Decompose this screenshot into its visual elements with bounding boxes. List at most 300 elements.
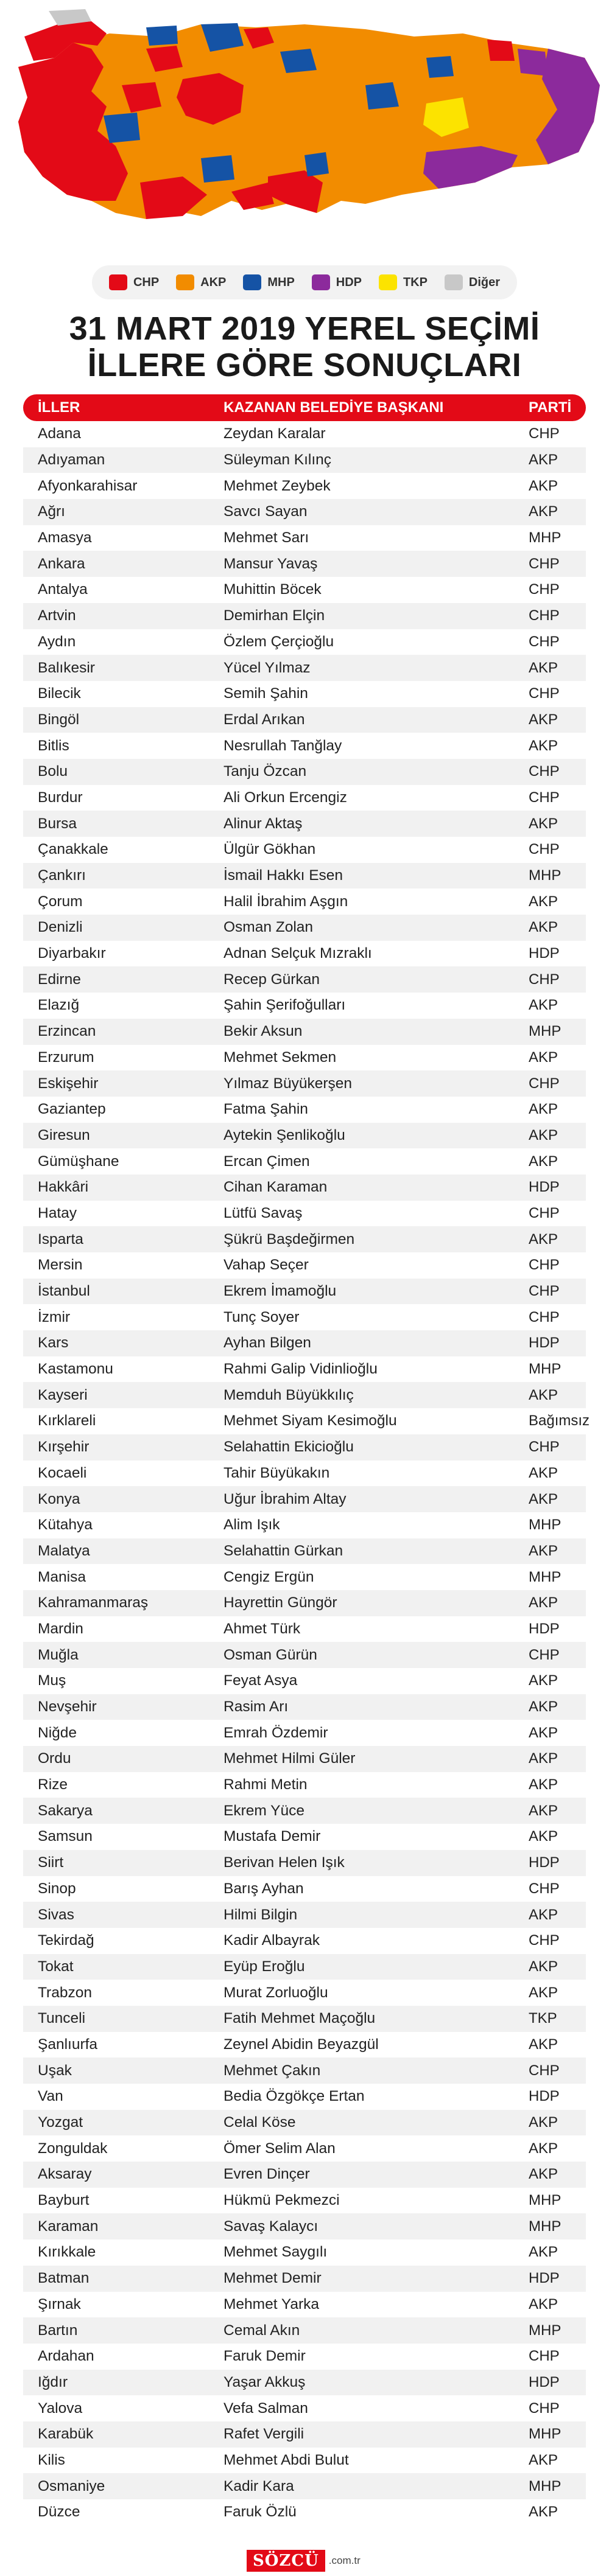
mayor-cell: Mustafa Demir (224, 1828, 321, 1845)
party-cell: HDP (529, 2088, 560, 2105)
province-cell: Artvin (38, 607, 76, 624)
province-cell: Kütahya (38, 1517, 93, 1534)
table-row (23, 1045, 586, 1071)
table-row (23, 473, 586, 499)
mayor-cell: Selahattin Ekicioğlu (224, 1439, 354, 1456)
province-cell: Bartın (38, 2322, 78, 2339)
party-cell: CHP (529, 971, 560, 988)
mayor-cell: Osman Zolan (224, 919, 314, 936)
party-cell: AKP (529, 1126, 558, 1143)
party-cell: CHP (529, 2400, 560, 2417)
turkey-election-map (0, 0, 609, 256)
province-cell: Elazığ (38, 997, 80, 1014)
table-row (23, 915, 586, 941)
province-cell: Burdur (38, 789, 83, 806)
mayor-cell: Mehmet Saygılı (224, 2244, 328, 2261)
legend-swatch (109, 274, 127, 290)
party-cell: AKP (529, 2114, 558, 2131)
region-mhp-4 (201, 155, 234, 183)
table-row (23, 1382, 586, 1408)
table-row (23, 2239, 586, 2266)
province-cell: Ordu (38, 1750, 71, 1767)
mayor-cell: Faruk Demir (224, 2348, 306, 2365)
table-row (23, 1538, 586, 1565)
party-cell: AKP (529, 1698, 558, 1716)
table-row (23, 1512, 586, 1538)
table-row (23, 1279, 586, 1305)
province-cell: Van (38, 2088, 63, 2105)
mayor-cell: Vahap Seçer (224, 1257, 309, 1274)
table-row (23, 1642, 586, 1668)
mayor-cell: Özlem Çerçioğlu (224, 633, 334, 650)
mayor-cell: İsmail Hakkı Esen (224, 867, 343, 884)
mayor-cell: Mehmet Demir (224, 2270, 322, 2287)
province-cell: Sivas (38, 1906, 74, 1923)
party-cell: MHP (529, 1361, 561, 1378)
province-cell: Siirt (38, 1854, 64, 1871)
province-cell: Kırklareli (38, 1412, 96, 1429)
party-cell: CHP (529, 1932, 560, 1949)
table-row (23, 1772, 586, 1798)
mayor-cell: Ekrem İmamoğlu (224, 1283, 337, 1300)
table-row (23, 655, 586, 681)
mayor-cell: Yücel Yılmaz (224, 659, 311, 676)
party-cell: CHP (529, 2062, 560, 2079)
province-cell: Bursa (38, 815, 77, 832)
table-row (23, 2344, 586, 2370)
mayor-cell: Murat Zorluoğlu (224, 1984, 328, 2001)
party-cell: CHP (529, 685, 560, 702)
party-cell: AKP (529, 1101, 558, 1118)
region-chp-artvin (487, 40, 515, 61)
table-body (23, 421, 590, 2525)
mayor-cell: Tahir Büyükakın (224, 1464, 330, 1481)
province-cell: Denizli (38, 919, 83, 936)
mayor-cell: Mehmet Çakın (224, 2062, 321, 2079)
legend-swatch (312, 274, 330, 290)
mayor-cell: Ömer Selim Alan (224, 2140, 336, 2157)
party-legend (92, 265, 517, 299)
province-cell: Kayseri (38, 1386, 88, 1403)
party-cell: AKP (529, 711, 558, 728)
mayor-cell: Savcı Sayan (224, 503, 308, 520)
results-table (23, 394, 590, 2525)
party-cell: AKP (529, 893, 558, 910)
mayor-cell: Rahmi Metin (224, 1776, 308, 1793)
party-cell: AKP (529, 2451, 558, 2468)
table-row (23, 2006, 586, 2032)
table-row (23, 707, 586, 733)
mayor-cell: Alinur Aktaş (224, 815, 303, 832)
mayor-cell: Zeynel Abidin Beyazgül (224, 2036, 379, 2053)
party-cell: HDP (529, 1854, 560, 1871)
table-row (23, 785, 586, 811)
mayor-cell: Muhittin Böcek (224, 581, 322, 598)
province-cell: Gümüşhane (38, 1153, 119, 1170)
party-cell: CHP (529, 1204, 560, 1221)
mayor-cell: Ülgür Gökhan (224, 841, 316, 858)
province-cell: Iğdır (38, 2373, 68, 2390)
mayor-cell: Şükrü Başdeğirmen (224, 1230, 355, 1248)
mayor-cell: Hayrettin Güngör (224, 1594, 337, 1611)
party-cell: MHP (529, 529, 561, 546)
region-mhp-2 (280, 49, 317, 73)
table-row (23, 1148, 586, 1175)
party-cell: AKP (529, 1672, 558, 1689)
party-cell: HDP (529, 945, 560, 962)
table-row (23, 1694, 586, 1720)
table-row (23, 1980, 586, 2006)
party-cell: MHP (529, 1568, 561, 1585)
province-cell: Isparta (38, 1230, 83, 1248)
table-row (23, 2135, 586, 2162)
mayor-cell: Mehmet Yarka (224, 2295, 320, 2312)
party-cell: CHP (529, 633, 560, 650)
mayor-cell: Osman Gürün (224, 1646, 317, 1663)
mayor-cell: Eyüp Eroğlu (224, 1958, 305, 1975)
brand-logo: SÖZCÜ (247, 2550, 325, 2572)
header-mayor: KAZANAN BELEDİYE BAŞKANI (224, 399, 444, 416)
party-cell: CHP (529, 763, 560, 780)
province-cell: Bingöl (38, 711, 80, 728)
legend-item-chp (109, 274, 159, 290)
mayor-cell: Rafet Vergili (224, 2426, 304, 2443)
party-cell: AKP (529, 2140, 558, 2157)
party-cell: CHP (529, 425, 560, 442)
table-row (23, 1123, 586, 1149)
mayor-cell: Ercan Çimen (224, 1153, 310, 1170)
table-row (23, 2213, 586, 2239)
party-cell: AKP (529, 2504, 558, 2521)
province-cell: Ardahan (38, 2348, 94, 2365)
party-cell: MHP (529, 2192, 561, 2209)
party-cell: CHP (529, 581, 560, 598)
table-row (23, 499, 586, 525)
legend-label: AKP (200, 275, 227, 289)
province-cell: Düzce (38, 2504, 80, 2521)
province-cell: Çorum (38, 893, 83, 910)
party-cell: CHP (529, 607, 560, 624)
party-cell: AKP (529, 1750, 558, 1767)
party-cell: MHP (529, 2322, 561, 2339)
province-cell: Hatay (38, 1204, 77, 1221)
province-cell: Samsun (38, 1828, 93, 1845)
legend-item-other (445, 274, 500, 290)
province-cell: İstanbul (38, 1283, 90, 1300)
party-cell: AKP (529, 2295, 558, 2312)
province-cell: Diyarbakır (38, 945, 106, 962)
province-cell: Erzincan (38, 1023, 96, 1040)
party-cell: CHP (529, 1308, 560, 1325)
province-cell: Osmaniye (38, 2477, 105, 2494)
province-cell: Niğde (38, 1724, 77, 1741)
table-row (23, 447, 586, 473)
party-cell: AKP (529, 997, 558, 1014)
province-cell: Tunceli (38, 2010, 86, 2027)
mayor-cell: Erdal Arıkan (224, 711, 305, 728)
table-row (23, 759, 586, 785)
table-row (23, 1434, 586, 1461)
province-cell: Uşak (38, 2062, 72, 2079)
table-row (23, 525, 586, 551)
table-row (23, 1226, 586, 1252)
table-row (23, 1019, 586, 1045)
province-cell: Batman (38, 2270, 90, 2287)
legend-swatch (243, 274, 261, 290)
party-cell: AKP (529, 2036, 558, 2053)
mayor-cell: Cengiz Ergün (224, 1568, 314, 1585)
mayor-cell: Mehmet Sekmen (224, 1049, 337, 1066)
table-row (23, 1175, 586, 1201)
province-cell: Malatya (38, 1542, 90, 1559)
table-row (23, 2499, 586, 2525)
mayor-cell: Mehmet Abdi Bulut (224, 2451, 349, 2468)
party-cell: AKP (529, 1802, 558, 1819)
party-cell: AKP (529, 1386, 558, 1403)
table-row (23, 1876, 586, 1902)
table-row (23, 1304, 586, 1330)
table-row (23, 2084, 586, 2110)
page-title-line1: 31 MART 2019 YEREL SEÇİMİ (69, 310, 540, 347)
mayor-cell: Fatih Mehmet Maçoğlu (224, 2010, 376, 2027)
province-cell: Giresun (38, 1126, 90, 1143)
table-row (23, 603, 586, 629)
province-cell: Çanakkale (38, 841, 108, 858)
party-cell: AKP (529, 1958, 558, 1975)
province-cell: Karaman (38, 2218, 99, 2235)
province-cell: Bolu (38, 763, 68, 780)
table-row (23, 1486, 586, 1512)
table-row (23, 2058, 586, 2084)
table-row (23, 1070, 586, 1097)
mayor-cell: Alim Işık (224, 1517, 280, 1534)
table-row (23, 421, 586, 447)
province-cell: Aydın (38, 633, 76, 650)
party-cell: AKP (529, 1464, 558, 1481)
table-row (23, 863, 586, 889)
table-row (23, 629, 586, 655)
party-cell: AKP (529, 2166, 558, 2183)
table-row (23, 2032, 586, 2058)
legend-item-tkp (379, 274, 428, 290)
table-row (23, 1356, 586, 1383)
party-cell: AKP (529, 477, 558, 494)
party-cell: Bağımsız (529, 1412, 590, 1429)
table-row (23, 2292, 586, 2318)
party-cell: CHP (529, 1880, 560, 1897)
province-cell: Adıyaman (38, 452, 105, 469)
header-province: İLLER (38, 399, 80, 416)
region-mhp-6 (426, 56, 454, 78)
party-cell: HDP (529, 2270, 560, 2287)
province-cell: Trabzon (38, 1984, 92, 2001)
mayor-cell: Tunç Soyer (224, 1308, 300, 1325)
party-cell: CHP (529, 2348, 560, 2365)
province-cell: Tekirdağ (38, 1932, 94, 1949)
legend-label: Diğer (468, 275, 501, 289)
table-row (23, 888, 586, 915)
table-row (23, 1720, 586, 1746)
table-row (23, 2317, 586, 2344)
party-cell: AKP (529, 1724, 558, 1741)
mayor-cell: Ahmet Türk (224, 1620, 301, 1637)
party-cell: MHP (529, 1517, 561, 1534)
legend-item-mhp (243, 274, 294, 290)
province-cell: Bayburt (38, 2192, 90, 2209)
party-cell: CHP (529, 789, 560, 806)
province-cell: Yozgat (38, 2114, 83, 2131)
province-cell: Eskişehir (38, 1075, 99, 1092)
mayor-cell: Cemal Akın (224, 2322, 300, 2339)
legend-swatch (176, 274, 194, 290)
mayor-cell: Cihan Karaman (224, 1179, 328, 1196)
table-row (23, 1928, 586, 1954)
legend-swatch (445, 274, 463, 290)
province-cell: Kars (38, 1335, 69, 1352)
region-mhp-7 (304, 152, 329, 176)
table-row (23, 1097, 586, 1123)
party-cell: AKP (529, 659, 558, 676)
mayor-cell: Süleyman Kılınç (224, 452, 332, 469)
province-cell: Yalova (38, 2400, 83, 2417)
table-row (23, 1461, 586, 1487)
table-row (23, 966, 586, 993)
province-cell: İzmir (38, 1308, 71, 1325)
mayor-cell: Savaş Kalaycı (224, 2218, 319, 2235)
province-cell: Tokat (38, 1958, 74, 1975)
party-cell: HDP (529, 2373, 560, 2390)
party-cell: CHP (529, 1257, 560, 1274)
party-cell: AKP (529, 1049, 558, 1066)
province-cell: Konya (38, 1490, 80, 1507)
legend-label: HDP (336, 275, 362, 289)
province-cell: Amasya (38, 529, 92, 546)
party-cell: AKP (529, 2244, 558, 2261)
province-cell: Sakarya (38, 1802, 93, 1819)
page-title-line2: İLLERE GÖRE SONUÇLARI (87, 347, 522, 383)
table-row (23, 577, 586, 603)
header-party: PARTİ (529, 399, 572, 416)
province-cell: Antalya (38, 581, 88, 598)
party-cell: MHP (529, 2426, 561, 2443)
mayor-cell: Hükmü Pekmezci (224, 2192, 340, 2209)
province-cell: Erzurum (38, 1049, 94, 1066)
mayor-cell: Nesrullah Tanğlay (224, 737, 342, 754)
table-row (23, 1408, 590, 1434)
mayor-cell: Rahmi Galip Vidinlioğlu (224, 1361, 378, 1378)
party-cell: AKP (529, 737, 558, 754)
province-cell: Hakkâri (38, 1179, 89, 1196)
province-cell: Adana (38, 425, 81, 442)
province-cell: Manisa (38, 1568, 86, 1585)
province-cell: Afyonkarahisar (38, 477, 138, 494)
mayor-cell: Berivan Helen Işık (224, 1854, 345, 1871)
mayor-cell: Mehmet Sarı (224, 529, 309, 546)
mayor-cell: Yaşar Akkuş (224, 2373, 306, 2390)
province-cell: Balıkesir (38, 659, 95, 676)
province-cell: Mardin (38, 1620, 83, 1637)
mayor-cell: Emrah Özdemir (224, 1724, 328, 1741)
party-cell: AKP (529, 1828, 558, 1845)
table-row (23, 1590, 586, 1616)
table-row (23, 551, 586, 577)
party-cell: MHP (529, 1023, 561, 1040)
mayor-cell: Lütfü Savaş (224, 1204, 303, 1221)
mayor-cell: Demirhan Elçin (224, 607, 325, 624)
province-cell: Zonguldak (38, 2140, 108, 2157)
mayor-cell: Şahin Şerifoğulları (224, 997, 346, 1014)
mayor-cell: Semih Şahin (224, 685, 308, 702)
table-row (23, 681, 586, 707)
province-cell: Muğla (38, 1646, 79, 1663)
mayor-cell: Mehmet Hilmi Güler (224, 1750, 356, 1767)
mayor-cell: Yılmaz Büyükerşen (224, 1075, 353, 1092)
province-cell: Sinop (38, 1880, 76, 1897)
table-row (23, 1201, 586, 1227)
party-cell: AKP (529, 503, 558, 520)
table-row (23, 1564, 586, 1590)
table-row (23, 941, 586, 967)
mayor-cell: Tanju Özcan (224, 763, 307, 780)
table-row (23, 2421, 586, 2448)
mayor-cell: Mehmet Zeybek (224, 477, 331, 494)
legend-label: TKP (403, 275, 428, 289)
party-cell: MHP (529, 2477, 561, 2494)
table-row (23, 1824, 586, 1850)
table-row (23, 2448, 586, 2474)
province-cell: Şırnak (38, 2295, 81, 2312)
table-row (23, 993, 586, 1019)
mayor-cell: Ayhan Bilgen (224, 1335, 311, 1352)
province-cell: Kırşehir (38, 1439, 90, 1456)
mayor-cell: Feyat Asya (224, 1672, 298, 1689)
legend-label: MHP (267, 275, 295, 289)
province-cell: Kilis (38, 2451, 65, 2468)
province-cell: Bilecik (38, 685, 81, 702)
party-cell: AKP (529, 919, 558, 936)
party-cell: AKP (529, 1984, 558, 2001)
party-cell: CHP (529, 1075, 560, 1092)
party-cell: MHP (529, 2218, 561, 2235)
mayor-cell: Bekir Aksun (224, 1023, 303, 1040)
province-cell: Mersin (38, 1257, 83, 1274)
table-row (23, 2395, 586, 2421)
province-cell: Kahramanmaraş (38, 1594, 149, 1611)
mayor-cell: Recep Gürkan (224, 971, 320, 988)
party-cell: AKP (529, 815, 558, 832)
footer-logo (247, 2550, 361, 2572)
mayor-cell: Halil İbrahim Aşgın (224, 893, 348, 910)
province-cell: Çankırı (38, 867, 86, 884)
mayor-cell: Zeydan Karalar (224, 425, 326, 442)
party-cell: AKP (529, 1594, 558, 1611)
table-row (23, 2473, 586, 2499)
mayor-cell: Vefa Salman (224, 2400, 308, 2417)
province-cell: Şanlıurfa (38, 2036, 98, 2053)
party-cell: AKP (529, 1542, 558, 1559)
table-row (23, 2188, 586, 2214)
province-cell: Kırıkkale (38, 2244, 96, 2261)
table-row (23, 1954, 586, 1980)
party-cell: HDP (529, 1620, 560, 1637)
province-cell: Karabük (38, 2426, 94, 2443)
province-cell: Nevşehir (38, 1698, 97, 1716)
province-cell: Edirne (38, 971, 81, 988)
table-row (23, 811, 586, 837)
province-cell: Aksaray (38, 2166, 92, 2183)
mayor-cell: Mehmet Siyam Kesimoğlu (224, 1412, 397, 1429)
mayor-cell: Evren Dinçer (224, 2166, 310, 2183)
